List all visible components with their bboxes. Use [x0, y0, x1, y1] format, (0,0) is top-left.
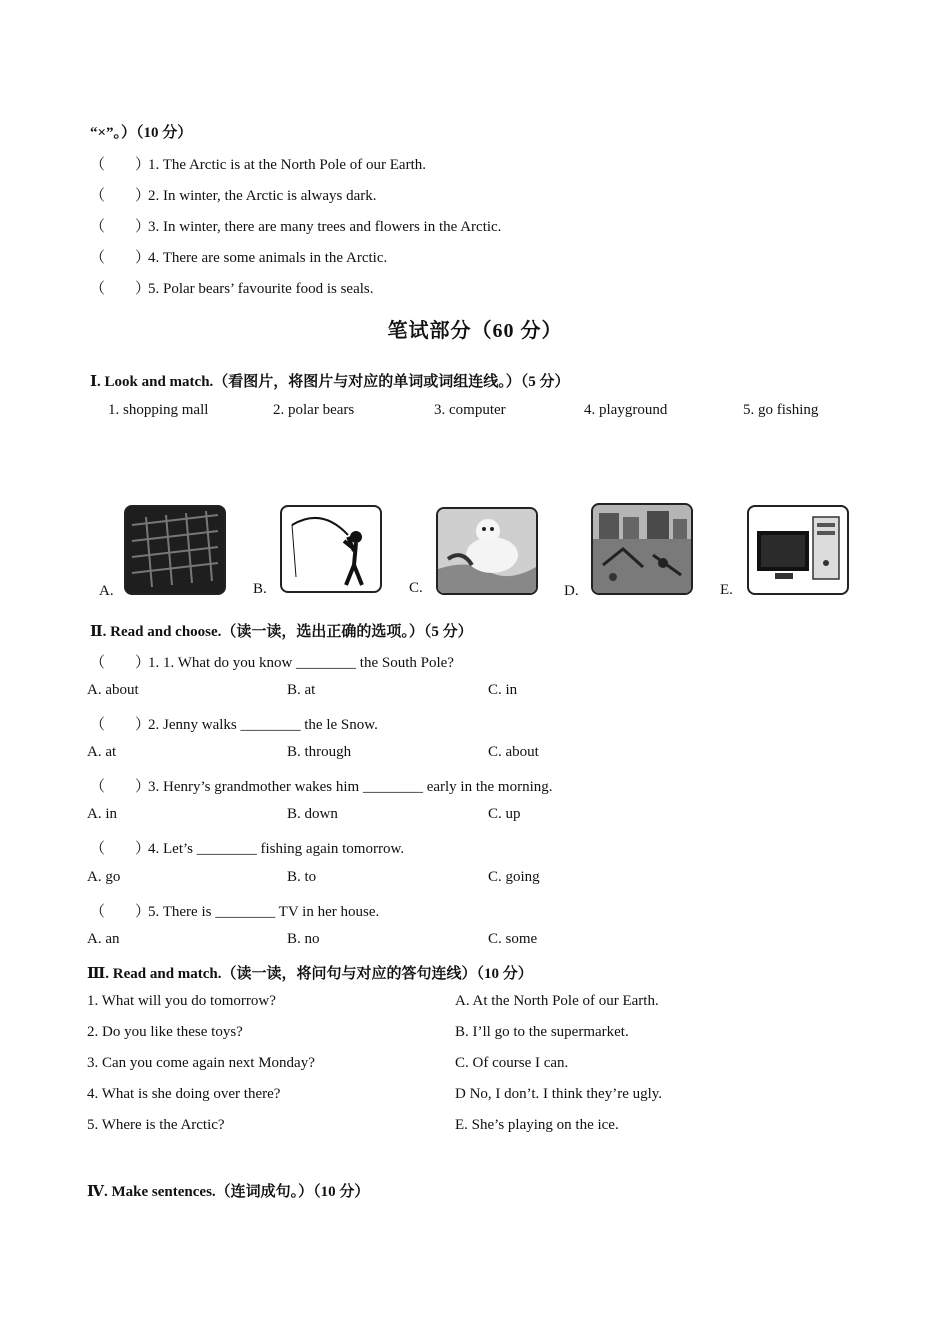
match-answer: D No, I don’t. I think they’re ugly. — [455, 1086, 663, 1102]
tf-item: （ ）5. Polar bears’ favourite food is seals. — [90, 281, 374, 297]
written-part-title: 笔试部分（60 分） — [387, 320, 563, 342]
match-answer: A. At the North Pole of our Earth. — [455, 993, 659, 1009]
option-c: C. about — [488, 744, 539, 760]
tf-item: （ ）1. The Arctic is at the North Pole of our Earth. — [90, 157, 426, 173]
match-word: 3. computer — [434, 402, 506, 418]
section-3-heading: Ⅲ. Read and match.（读一读，将问句与对应的答句连线）（10 分） — [87, 966, 533, 982]
picture-label: E. — [720, 582, 733, 598]
option-a: A. an — [87, 931, 120, 947]
picture-label: A. — [99, 583, 114, 599]
match-question: 1. What will you do tomorrow? — [87, 993, 276, 1009]
fishing-icon — [280, 505, 382, 593]
polar-bear-icon — [436, 507, 538, 595]
tf-item: （ ）2. In winter, the Arctic is always dark. — [90, 188, 377, 204]
match-word: 4. playground — [584, 402, 668, 418]
match-answer: B. I’ll go to the supermarket. — [455, 1024, 629, 1040]
match-question: 2. Do you like these toys? — [87, 1024, 243, 1040]
match-answer: E. She’s playing on the ice. — [455, 1117, 619, 1133]
section-4-heading: Ⅳ. Make sentences.（连词成句。）（10 分） — [87, 1184, 370, 1200]
option-b: B. at — [287, 682, 316, 698]
choice-question: （ ）3. Henry’s grandmother wakes him ________ early in the morning. — [90, 779, 553, 795]
picture-label: B. — [253, 581, 267, 597]
option-c: C. some — [488, 931, 538, 947]
match-answer: C. Of course I can. — [455, 1055, 569, 1071]
option-a: A. go — [87, 869, 121, 885]
match-question: 3. Can you come again next Monday? — [87, 1055, 315, 1071]
option-a: A. in — [87, 806, 117, 822]
match-question: 4. What is she doing over there? — [87, 1086, 281, 1102]
option-c: C. in — [488, 682, 518, 698]
choice-question: （ ）2. Jenny walks ________ the le Snow. — [90, 717, 378, 733]
tf-item: （ ）4. There are some animals in the Arctic. — [90, 250, 388, 266]
match-word: 1. shopping mall — [108, 402, 209, 418]
option-c: C. going — [488, 869, 540, 885]
option-c: C. up — [488, 806, 521, 822]
intro-instruction: “×”。）（10 分） — [90, 125, 193, 141]
section-1-heading: Ⅰ. Look and match.（看图片，将图片与对应的单词或词组连线。）（5 分） — [90, 374, 570, 390]
keyboard-icon — [124, 505, 226, 595]
match-word: 2. polar bears — [273, 402, 355, 418]
computer-icon — [747, 505, 849, 595]
option-a: A. at — [87, 744, 117, 760]
option-b: B. no — [287, 931, 320, 947]
choice-question: （ ）4. Let’s ________ fishing again tomorrow. — [90, 841, 405, 857]
choice-question: （ ）1. 1. What do you know ________ the South Pole? — [90, 655, 454, 671]
match-question: 5. Where is the Arctic? — [87, 1117, 225, 1133]
option-a: A. about — [87, 682, 139, 698]
option-b: B. down — [287, 806, 338, 822]
picture-label: C. — [409, 580, 423, 596]
option-b: B. through — [287, 744, 352, 760]
match-word: 5. go fishing — [743, 402, 819, 418]
playground-icon — [591, 503, 693, 595]
choice-question: （ ）5. There is ________ TV in her house. — [90, 904, 380, 920]
picture-label: D. — [564, 583, 579, 599]
section-2-heading: Ⅱ. Read and choose.（读一读，选出正确的选项。）（5 分） — [90, 624, 473, 640]
tf-item: （ ）3. In winter, there are many trees and flowers in the Arctic. — [90, 219, 502, 235]
option-b: B. to — [287, 869, 317, 885]
